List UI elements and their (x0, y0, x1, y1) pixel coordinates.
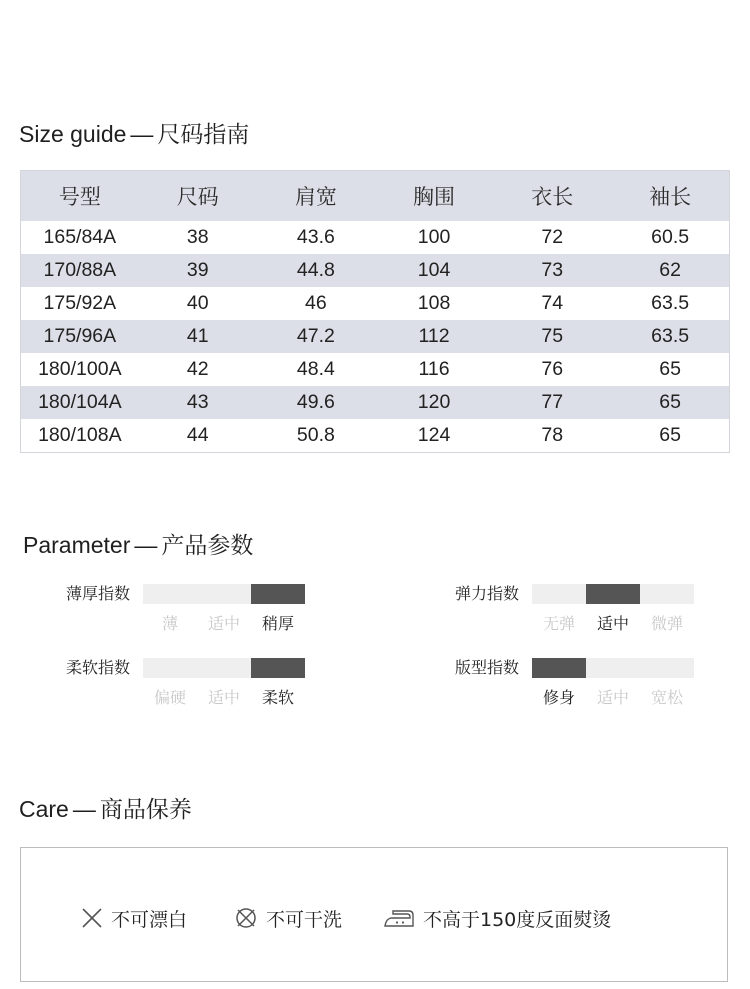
care-item-no-bleach (81, 906, 187, 930)
param-option: 适中 (596, 614, 629, 633)
table-cell: 73 (493, 254, 611, 287)
care-item-iron (383, 906, 611, 930)
column-header-model: 号型 (21, 171, 139, 222)
parameter-title (23, 527, 253, 560)
parameter-title-en: Parameter (23, 532, 131, 558)
table-cell: 108 (375, 287, 493, 320)
table-cell: 48.4 (257, 353, 375, 386)
table-cell: 50.8 (257, 419, 375, 453)
table-cell: 120 (375, 386, 493, 419)
param-option: 偏硬 (153, 688, 186, 707)
table-cell: 41 (139, 320, 257, 353)
table-cell: 38 (139, 221, 257, 254)
param-indicator (251, 584, 305, 604)
table-cell: 78 (493, 419, 611, 453)
table-cell: 46 (257, 287, 375, 320)
table-cell: 77 (493, 386, 611, 419)
table-cell: 76 (493, 353, 611, 386)
size-table (20, 170, 730, 453)
care-title-cn: 商品保养 (99, 796, 192, 822)
care-item-no-dry-clean (234, 906, 342, 930)
table-cell: 180/104A (21, 386, 139, 419)
table-cell: 60.5 (611, 221, 729, 254)
table-cell: 47.2 (257, 320, 375, 353)
column-header-chest: 胸围 (375, 171, 493, 222)
table-row (21, 419, 730, 453)
table-cell: 72 (493, 221, 611, 254)
care-text: 不可漂白 (111, 908, 188, 931)
param-elasticity (447, 584, 747, 644)
param-option: 修身 (542, 688, 575, 707)
column-header-sleeve: 袖长 (611, 171, 729, 222)
care-text: 不高于150度反面熨烫 (423, 908, 612, 931)
table-row (21, 353, 730, 386)
table-cell: 63.5 (611, 287, 729, 320)
param-option: 薄 (161, 614, 178, 633)
param-option: 宽松 (650, 688, 683, 707)
table-cell: 44 (139, 419, 257, 453)
table-row (21, 386, 730, 419)
title-dash: — (72, 796, 96, 822)
table-row (21, 221, 730, 254)
table-cell: 62 (611, 254, 729, 287)
param-label: 柔软指数 (65, 658, 130, 677)
table-cell: 180/100A (21, 353, 139, 386)
size-guide-title-cn: 尺码指南 (157, 121, 250, 147)
table-cell: 75 (493, 320, 611, 353)
title-dash: — (134, 532, 158, 558)
no-dry-clean-icon (234, 906, 258, 930)
param-indicator (251, 658, 305, 678)
param-indicator (532, 658, 586, 678)
column-header-length: 衣长 (493, 171, 611, 222)
table-cell: 44.8 (257, 254, 375, 287)
param-option: 稍厚 (261, 614, 294, 633)
table-cell: 116 (375, 353, 493, 386)
table-cell: 65 (611, 386, 729, 419)
param-option: 适中 (207, 688, 240, 707)
care-title (19, 791, 192, 824)
param-thickness (58, 584, 358, 644)
param-option: 无弹 (542, 614, 575, 633)
no-bleach-icon (81, 907, 103, 929)
table-cell: 100 (375, 221, 493, 254)
param-fit (447, 658, 747, 718)
table-cell: 65 (611, 353, 729, 386)
size-guide-title-en: Size guide (19, 121, 127, 147)
table-cell: 165/84A (21, 221, 139, 254)
param-option: 适中 (207, 614, 240, 633)
table-cell: 175/92A (21, 287, 139, 320)
care-box (20, 847, 728, 982)
table-row (21, 320, 730, 353)
table-cell: 124 (375, 419, 493, 453)
table-cell: 180/108A (21, 419, 139, 453)
iron-icon (383, 907, 415, 929)
title-dash: — (130, 121, 154, 147)
table-cell: 65 (611, 419, 729, 453)
param-option: 适中 (596, 688, 629, 707)
table-cell: 43.6 (257, 221, 375, 254)
column-header-size: 尺码 (139, 171, 257, 222)
care-title-en: Care (19, 796, 69, 822)
table-cell: 112 (375, 320, 493, 353)
size-table-header-row (21, 171, 730, 222)
parameter-title-cn: 产品参数 (161, 532, 254, 558)
size-guide-title (19, 116, 249, 149)
param-label: 薄厚指数 (65, 584, 130, 603)
param-softness (58, 658, 358, 718)
table-cell: 43 (139, 386, 257, 419)
table-cell: 40 (139, 287, 257, 320)
care-text: 不可干洗 (266, 908, 343, 931)
table-cell: 49.6 (257, 386, 375, 419)
table-cell: 74 (493, 287, 611, 320)
table-cell: 104 (375, 254, 493, 287)
table-cell: 170/88A (21, 254, 139, 287)
table-row (21, 287, 730, 320)
param-option: 微弹 (650, 614, 683, 633)
table-row (21, 254, 730, 287)
param-label: 版型指数 (454, 658, 519, 677)
table-cell: 39 (139, 254, 257, 287)
column-header-shoulder: 肩宽 (257, 171, 375, 222)
param-label: 弹力指数 (454, 584, 519, 603)
param-option: 柔软 (261, 688, 294, 707)
param-indicator (586, 584, 640, 604)
table-cell: 42 (139, 353, 257, 386)
table-cell: 175/96A (21, 320, 139, 353)
table-cell: 63.5 (611, 320, 729, 353)
